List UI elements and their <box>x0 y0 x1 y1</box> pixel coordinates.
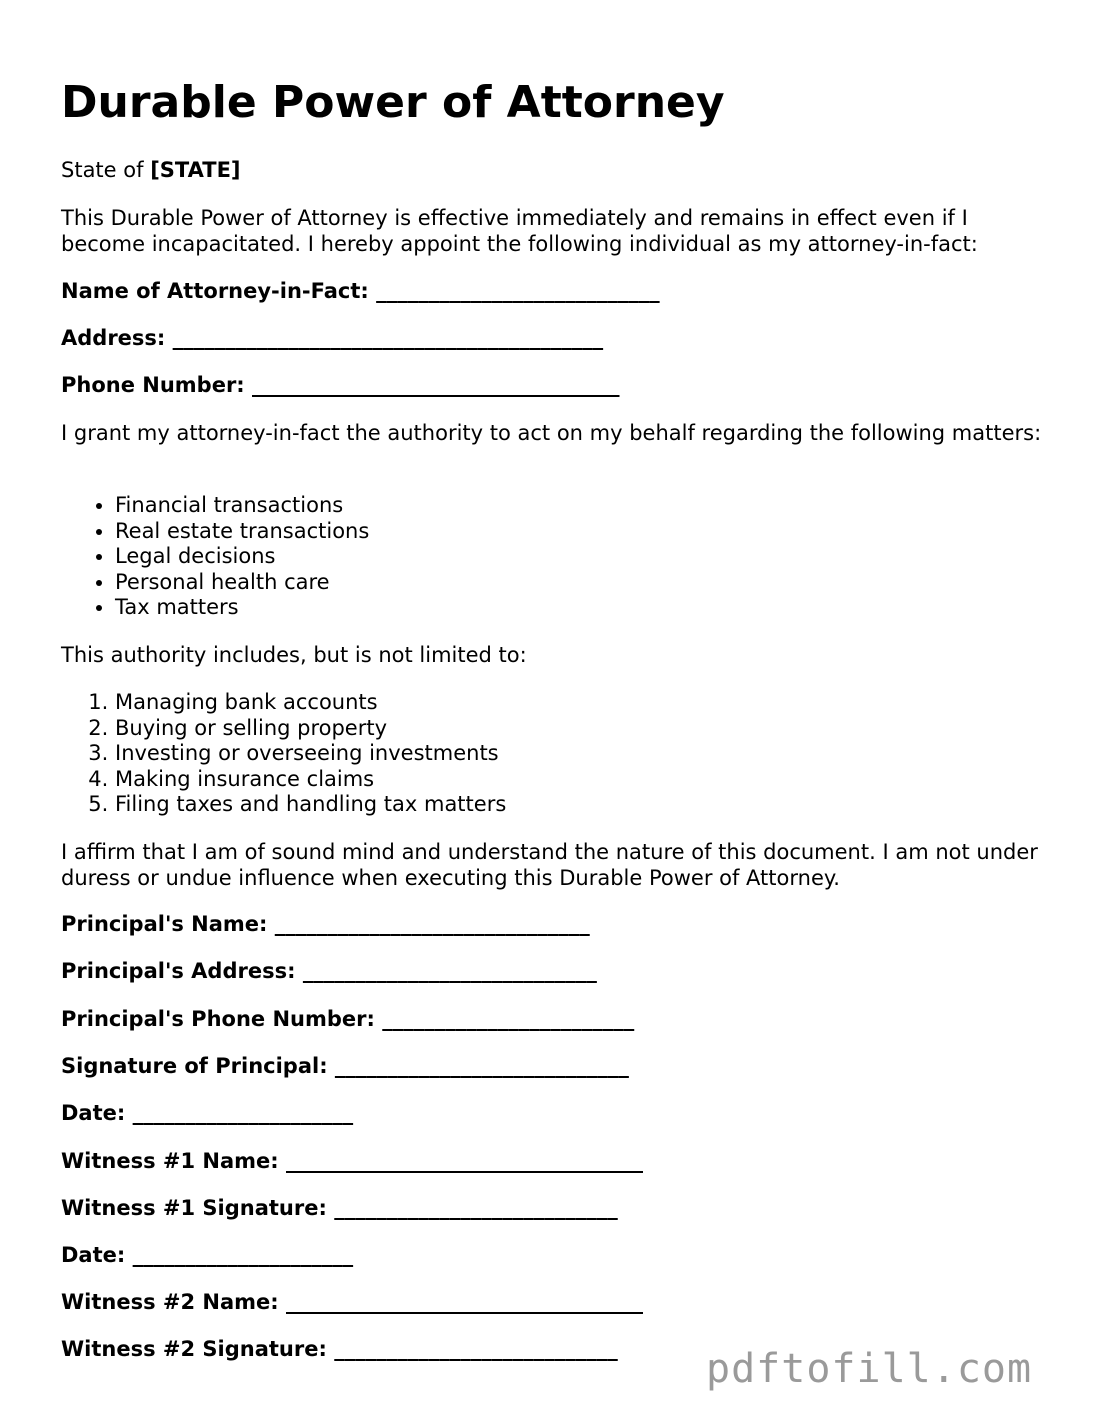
list-item: • Financial transactions <box>115 493 369 519</box>
includes-intro: This authority includes, but is not limited to: <box>61 643 527 667</box>
witness2-name-blank[interactable]: __________________________________ <box>286 1290 644 1314</box>
field-label: Witness #1 Signature: <box>61 1196 327 1220</box>
attorney-address-field <box>61 326 1051 352</box>
field-label: Signature of Principal: <box>61 1054 328 1078</box>
intro-paragraph: This Durable Power of Attorney is effective immediately and remains in effect even if I become incapacitated. I hereby appoint the following individual as my attorney-in-fact: <box>61 206 978 256</box>
state-label: State of <box>61 158 144 182</box>
witness1-name-blank[interactable]: __________________________________ <box>286 1149 644 1173</box>
principal-address-blank[interactable]: ____________________________ <box>302 959 597 983</box>
list-item: 2. Buying or selling property <box>115 716 506 742</box>
field-label: Witness #2 Signature: <box>61 1337 327 1361</box>
list-item: 5. Filing taxes and handling tax matters <box>115 792 506 818</box>
principal-name-blank[interactable]: ______________________________ <box>274 912 590 936</box>
includes-list <box>61 690 506 818</box>
list-item: • Real estate transactions <box>115 519 369 545</box>
list-item: • Personal health care <box>115 570 369 596</box>
witness2-signature-blank[interactable]: ___________________________ <box>334 1337 618 1361</box>
witness-date-blank[interactable]: _____________________ <box>132 1243 354 1267</box>
document-title: Durable Power of Attorney <box>61 77 725 128</box>
matters-list <box>61 493 369 621</box>
field-label: Name of Attorney-in-Fact: <box>61 279 369 303</box>
field-label: Phone Number: <box>61 373 245 397</box>
field-label: Principal's Name: <box>61 912 268 936</box>
field-label: Date: <box>61 1101 126 1125</box>
field-label: Witness #1 Name: <box>61 1149 279 1173</box>
field-label: Principal's Address: <box>61 959 296 983</box>
field-label: Address: <box>61 326 166 350</box>
state-value[interactable]: [STATE] <box>150 158 241 182</box>
field-label: Witness #2 Name: <box>61 1290 279 1314</box>
attorney-name-field <box>61 279 1051 305</box>
principal-name-field <box>61 912 1051 938</box>
principal-date-blank[interactable]: _____________________ <box>132 1101 354 1125</box>
list-item: • Tax matters <box>115 595 369 621</box>
list-item: 3. Investing or overseeing investments <box>115 741 506 767</box>
principal-phone-field <box>61 1007 1051 1033</box>
witness2-name-field <box>61 1290 1051 1316</box>
attorney-address-blank[interactable]: _________________________________________ <box>172 326 604 350</box>
field-label: Date: <box>61 1243 126 1267</box>
principal-phone-blank[interactable]: ________________________ <box>382 1007 635 1031</box>
list-item: 4. Making insurance claims <box>115 767 506 793</box>
attorney-phone-field <box>61 373 1051 399</box>
attorney-name-blank[interactable]: ___________________________ <box>376 279 660 303</box>
authority-intro: I grant my attorney-in-fact the authority to act on my behalf regarding the following matters: <box>61 421 1042 445</box>
attorney-phone-blank[interactable]: ___________________________________ <box>252 373 620 397</box>
witness1-signature-blank[interactable]: ___________________________ <box>334 1196 618 1220</box>
watermark: pdftofill.com <box>706 1346 1033 1392</box>
affirmation-paragraph: I affirm that I am of sound mind and understand the nature of this document. I am not under duress or undue influence when executing this Durable Power of Attorney. <box>61 840 1038 890</box>
field-label: Principal's Phone Number: <box>61 1007 375 1031</box>
witness1-name-field <box>61 1149 1051 1175</box>
list-item: 1. Managing bank accounts <box>115 690 506 716</box>
principal-signature-blank[interactable]: ____________________________ <box>334 1054 629 1078</box>
witness1-signature-field <box>61 1196 1051 1222</box>
list-item: • Legal decisions <box>115 544 369 570</box>
principal-date-field <box>61 1101 1051 1127</box>
principal-address-field <box>61 959 1051 985</box>
witness-date-field <box>61 1243 1051 1269</box>
state-line <box>61 158 1051 184</box>
principal-signature-field <box>61 1054 1051 1080</box>
